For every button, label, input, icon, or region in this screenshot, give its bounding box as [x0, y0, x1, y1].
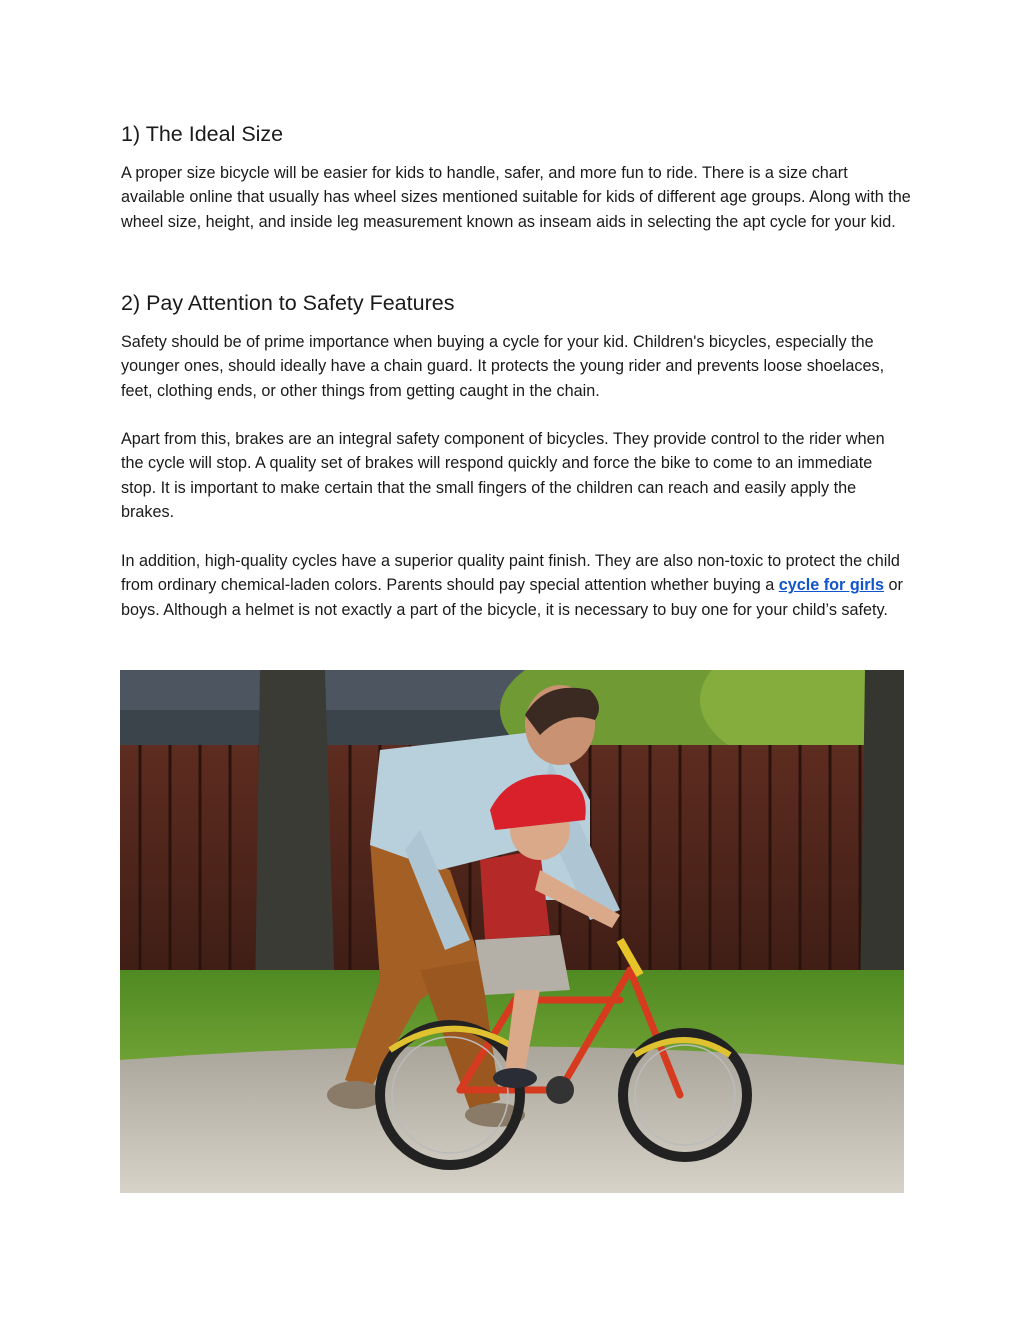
paint-text-before: In addition, high-quality cycles have a superior quality paint finish. They are also non-toxic to protect the child from ordinary chemical-laden colors. Parents should pay special attention whether buying a — [121, 552, 900, 595]
cycle-for-girls-link[interactable]: cycle for girls — [778, 576, 885, 595]
father-teaching-child-bike-photo — [120, 670, 904, 1193]
safety-paragraph-chain-guard: Safety should be of prime importance when buying a cycle for your kid. Children's bicycles, especially the younger ones, should ideally have a chain guard. It protects the young rider and prevents loose shoelaces, feet, clothing ends, or other things from getting caught in the chain. — [121, 333, 885, 400]
section-heading-ideal-size: 1) The Ideal Size — [121, 122, 284, 146]
ideal-size-paragraph: A proper size bicycle will be easier for kids to handle, safer, and more fun to ride. There is a size chart available online that usually has wheel sizes mentioned suitable for kids of different age groups. Along with the wheel size, height, and inside leg measurement known as inseam aids in selecting the apt cycle for your kid. — [121, 164, 911, 231]
paint-text-after: or boys. Although a helmet is not exactly a part of the bicycle, it is necessary to buy one for your child’s safety. — [121, 576, 903, 619]
safety-paragraph-brakes: Apart from this, brakes are an integral safety component of bicycles. They provide control to the rider when the cycle will stop. A quality set of brakes will respond quickly and force the bike to come to an immediate stop. It is important to make certain that the small fingers of the children can reach and easily apply the brakes. — [121, 430, 885, 522]
section-heading-safety-features: 2) Pay Attention to Safety Features — [121, 291, 455, 315]
safety-paragraph-paint — [121, 549, 911, 622]
